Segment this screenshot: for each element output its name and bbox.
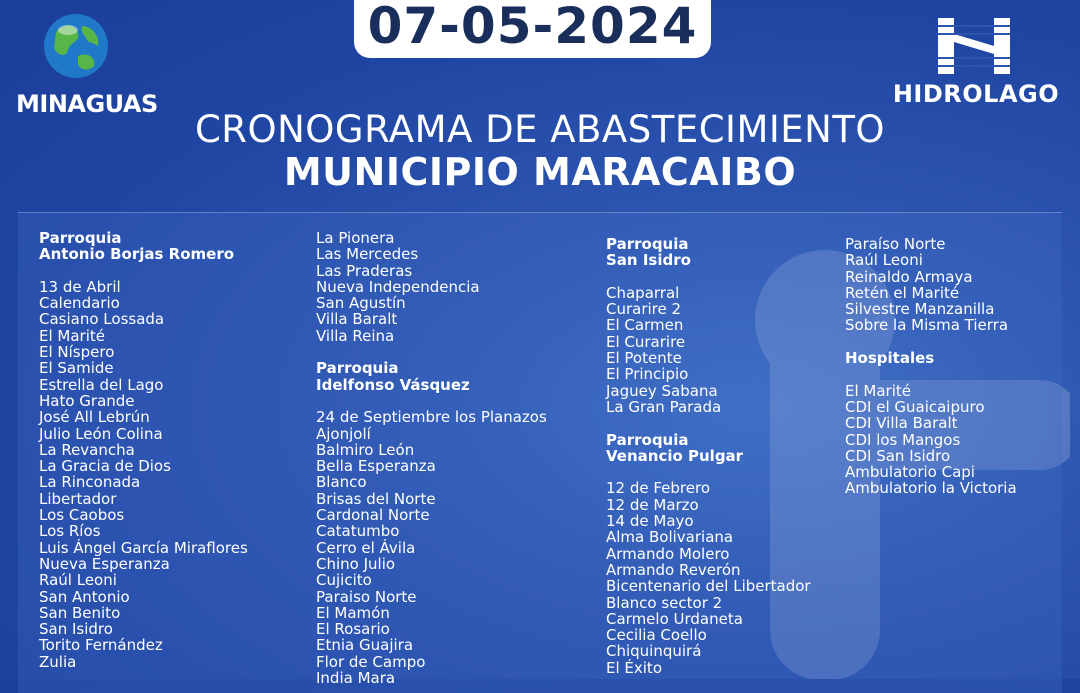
sector-item: Cecilia Coello xyxy=(606,626,707,645)
sector-item: La Gracia de Dios xyxy=(39,457,171,476)
spacer xyxy=(606,269,811,285)
sector-item: Alma Bolivariana xyxy=(606,528,734,547)
sector-item: El Marité xyxy=(39,326,105,345)
sector-item: Paraiso Norte xyxy=(316,587,417,606)
sector-item: Calendario xyxy=(39,294,120,313)
sector-item: India Mara xyxy=(316,669,396,688)
sector-item: Libertador xyxy=(39,489,117,508)
sector-item: Villa Reina xyxy=(316,326,395,345)
sector-item: Curarire 2 xyxy=(606,300,682,319)
sector-item: Nueva Esperanza xyxy=(39,554,170,573)
sector-item: Blanco xyxy=(316,473,367,492)
sector-item: Hato Grande xyxy=(39,391,135,410)
sector-item: Torito Fernández xyxy=(39,636,163,655)
h-logo-icon xyxy=(936,16,1012,76)
spacer xyxy=(39,263,248,279)
sector-item: Etnia Guajira xyxy=(316,636,414,655)
sector-item: Los Ríos xyxy=(39,522,101,541)
sector-item: José All Lebrún xyxy=(39,408,150,427)
sector-item: CDI Villa Baralt xyxy=(845,414,958,433)
hidrolago-label: HIDROLAGO xyxy=(892,80,1060,108)
section-heading: Parroquia xyxy=(39,229,122,247)
sector-item: Brisas del Norte xyxy=(316,489,436,508)
schedule-title: CRONOGRAMA DE ABASTECIMIENTO xyxy=(194,108,886,151)
sector-item: Ajonjolí xyxy=(316,424,371,443)
sector-item: Raúl Leoni xyxy=(39,571,117,590)
sector-item: CDI San Isidro xyxy=(845,446,951,465)
sector-item: Jaguey Sabana xyxy=(606,381,718,400)
section-heading: Hospitales xyxy=(845,349,935,368)
sector-item: Chaparral xyxy=(606,283,680,302)
sector-item: Armando Molero xyxy=(606,544,730,563)
municipality-title: MUNICIPIO MARACAIBO xyxy=(283,150,797,194)
column-4 xyxy=(845,236,1017,497)
sector-item: Bicentenario del Libertador xyxy=(606,577,811,596)
sector-item: La Rinconada xyxy=(39,473,141,492)
sector-item: Zulia xyxy=(39,652,77,671)
sector-item: El Curarire xyxy=(606,332,686,351)
sector-item: San Benito xyxy=(39,603,121,622)
sector-item: Cujicito xyxy=(316,571,372,590)
sector-item: Cardonal Norte xyxy=(316,506,430,525)
section-heading: Venancio Pulgar xyxy=(606,446,744,465)
sector-item: Los Caobos xyxy=(39,506,125,525)
sector-item: El Mamón xyxy=(316,603,390,622)
hidrolago-logo xyxy=(886,16,1066,106)
sector-item: Las Mercedes xyxy=(316,245,419,264)
sector-item: Flor de Campo xyxy=(316,652,426,671)
column-2 xyxy=(316,230,547,686)
minaguas-logo xyxy=(16,12,158,118)
sector-item: La Revancha xyxy=(39,440,135,459)
sector-item: Ambulatorio Capi xyxy=(845,463,975,482)
section-heading: Parroquia xyxy=(316,359,399,378)
spacer xyxy=(316,393,547,409)
sector-item: Las Praderas xyxy=(316,261,413,280)
sector-item: San Isidro xyxy=(39,620,113,639)
section-heading: Antonio Borjas Romero xyxy=(39,245,235,264)
sector-item: CDI el Guaicaipuro xyxy=(845,397,985,416)
sector-item: Silvestre Manzanilla xyxy=(845,300,995,319)
sector-item: Casiano Lossada xyxy=(39,310,165,329)
section-heading: Idelfonso Vásquez xyxy=(316,375,470,394)
sector-item: Balmiro León xyxy=(316,440,415,459)
sector-item: El Samide xyxy=(39,359,114,378)
spacer xyxy=(845,334,1017,350)
sector-item: Julio León Colina xyxy=(39,424,163,443)
sector-item: El Rosario xyxy=(316,620,390,639)
sector-item: Chino Julio xyxy=(316,554,396,573)
sector-item: Cerro el Ávila xyxy=(316,538,416,557)
sector-item: El Potente xyxy=(606,349,682,368)
spacer xyxy=(845,366,1017,382)
sector-item: Catatumbo xyxy=(316,522,400,541)
sector-item: San Agustín xyxy=(316,294,406,313)
date-banner xyxy=(354,0,711,58)
sector-item: 13 de Abril xyxy=(39,277,121,296)
sector-item: El Éxito xyxy=(606,658,662,677)
spacer xyxy=(606,415,811,431)
sector-item: Chiquinquirá xyxy=(606,642,702,661)
section-heading: Parroquia xyxy=(606,430,689,449)
globe-icon xyxy=(42,12,110,80)
sector-item: Paraíso Norte xyxy=(845,235,946,253)
sector-item: Blanco sector 2 xyxy=(606,593,723,612)
column-3 xyxy=(606,236,811,676)
sector-item: CDI los Mangos xyxy=(845,430,961,449)
sector-item: Sobre la Misma Tierra xyxy=(845,316,1009,335)
spacer xyxy=(606,464,811,480)
sector-item: Retén el Marité xyxy=(845,283,960,302)
column-1 xyxy=(39,230,248,670)
sector-item: Nueva Independencia xyxy=(316,277,480,296)
sector-item: Carmelo Urdaneta xyxy=(606,609,743,628)
sector-item: La Pionera xyxy=(316,229,395,247)
sector-item: Armando Reverón xyxy=(606,560,741,579)
sector-item: El Níspero xyxy=(39,343,115,362)
sector-item: Bella Esperanza xyxy=(316,457,436,476)
sector-item: 12 de Marzo xyxy=(606,495,699,514)
sector-item: Raúl Leoni xyxy=(845,251,923,270)
sector-item: El Carmen xyxy=(606,316,684,335)
sector-item: 24 de Septiembre los Planazos xyxy=(316,408,547,427)
minaguas-label: MINAGUAS xyxy=(16,90,158,118)
sector-item: Villa Baralt xyxy=(316,310,398,329)
sector-item: La Gran Parada xyxy=(606,397,722,416)
sector-item: Luis Ángel García Miraflores xyxy=(39,538,248,557)
spacer xyxy=(316,344,547,360)
sector-item: Reinaldo Armaya xyxy=(845,267,973,286)
date-text: 07-05-2024 xyxy=(367,0,698,55)
sector-item: 14 de Mayo xyxy=(606,512,694,531)
section-heading: Parroquia xyxy=(606,235,689,253)
sector-item: San Antonio xyxy=(39,587,130,606)
sector-item: El Marité xyxy=(845,381,911,400)
section-heading: San Isidro xyxy=(606,251,691,270)
sector-item: 12 de Febrero xyxy=(606,479,711,498)
sector-item: El Principio xyxy=(606,365,689,384)
sector-item: Estrella del Lago xyxy=(39,375,164,394)
sector-item: Ambulatorio la Victoria xyxy=(845,479,1017,498)
